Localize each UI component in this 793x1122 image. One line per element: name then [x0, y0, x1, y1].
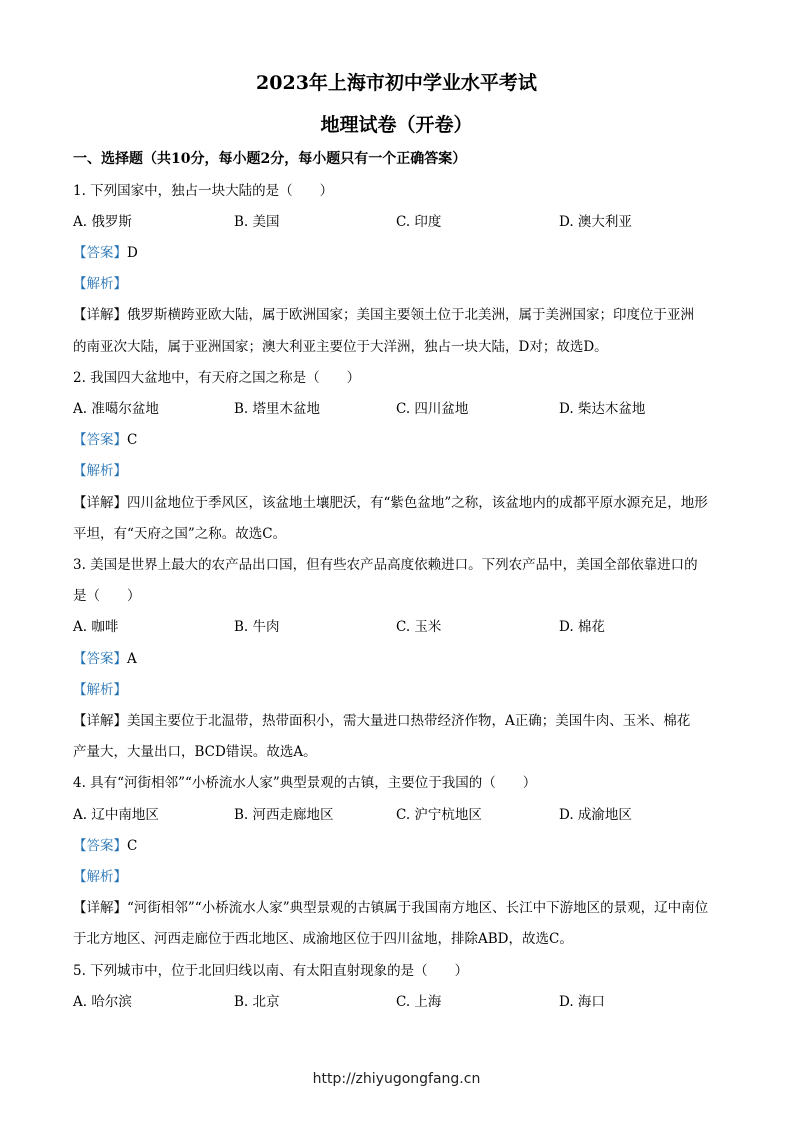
question-4-detail-line-2: 于北方地区、河西走廊位于西北地区、成渝地区位于四川盆地，排除ABD，故选C。: [73, 931, 573, 947]
question-4-option-a: A. 辽中南地区: [73, 807, 159, 823]
detail-tag: 【详解】: [73, 495, 127, 511]
footer-url: http://zhiyugongfang.cn: [312, 1071, 481, 1087]
page-title: 2023年上海市初中学业水平考试: [256, 72, 537, 94]
question-1-detail-line-2: 的南亚次大陆，属于亚洲国家；澳大利亚主要位于大洋洲，独占一块大陆，D对；故选D。: [73, 339, 608, 355]
question-1-option-d: D. 澳大利亚: [559, 214, 632, 230]
question-4-option-b: B. 河西走廊地区: [234, 807, 334, 823]
answer-value: C: [127, 838, 138, 854]
answer-value: A: [127, 651, 137, 667]
question-3-stem-line-1: 3. 美国是世界上最大的农产品出口国，但有些农产品高度依赖进口。下列农产品中，美国全部依靠进口的: [73, 557, 698, 573]
question-4-option-d: D. 成渝地区: [559, 807, 632, 823]
question-4-detail-line-1: [73, 898, 723, 918]
question-3-option-b: B. 牛肉: [234, 619, 280, 635]
question-4-option-c: C. 沪宁杭地区: [396, 807, 482, 823]
answer-tag: 【答案】: [73, 651, 127, 667]
question-5-option-d: D. 海口: [559, 994, 605, 1010]
question-3-stem-line-2: 是（ ）: [73, 588, 141, 604]
question-5-stem: 5. 下列城市中，位于北回归线以南、有太阳直射现象的是（ ）: [73, 963, 469, 979]
answer-value: D: [127, 245, 138, 261]
page-subtitle: 地理试卷（开卷）: [320, 114, 473, 136]
answer-value: C: [127, 432, 138, 448]
question-2-detail-line-1: [73, 493, 723, 513]
detail-text: 四川盆地位于季风区，该盆地土壤肥沃，有“紫色盆地”之称，该盆地内的成都平原水源充足，地形: [127, 495, 708, 511]
detail-text: 美国主要位于北温带，热带面积小，需大量进口热带经济作物，A正确；美国牛肉、玉米、棉花: [127, 713, 691, 729]
question-3-detail-line-2: 产量大，大量出口，BCD错误。故选A。: [73, 744, 317, 760]
question-4-stem: 4. 具有“河街相邻”“小桥流水人家”典型景观的古镇，主要位于我国的（ ）: [73, 775, 537, 791]
question-1-option-c: C. 印度: [396, 214, 442, 230]
question-2-analysis-tag: 【解析】: [73, 463, 127, 479]
question-3-option-c: C. 玉米: [396, 619, 442, 635]
question-4-answer: [73, 836, 723, 856]
question-1-stem: 1. 下列国家中，独占一块大陆的是（ ）: [73, 183, 334, 199]
question-3-detail-line-1: [73, 711, 723, 731]
question-3-answer: [73, 649, 723, 669]
detail-text: 俄罗斯横跨亚欧大陆，属于欧洲国家；美国主要领土位于北美洲，属于美洲国家；印度位于亚洲: [127, 307, 694, 323]
answer-tag: 【答案】: [73, 838, 127, 854]
question-5-option-c: C. 上海: [396, 994, 442, 1010]
question-1-option-a: A. 俄罗斯: [73, 214, 132, 230]
question-2-detail-line-2: 平坦，有“天府之国”之称。故选C。: [73, 526, 287, 542]
detail-tag: 【详解】: [73, 713, 127, 729]
question-1-answer: [73, 243, 723, 263]
question-2-option-c: C. 四川盆地: [396, 401, 469, 417]
question-3-option-d: D. 棉花: [559, 619, 605, 635]
question-2-option-b: B. 塔里木盆地: [234, 401, 321, 417]
question-3-option-a: A. 咖啡: [73, 619, 119, 635]
question-1-analysis-tag: 【解析】: [73, 276, 127, 292]
answer-tag: 【答案】: [73, 432, 127, 448]
question-2-answer: [73, 430, 723, 450]
question-5-option-a: A. 哈尔滨: [73, 994, 132, 1010]
question-2-stem: 2. 我国四大盆地中，有天府之国之称是（ ）: [73, 370, 361, 386]
question-5-option-b: B. 北京: [234, 994, 280, 1010]
detail-text: “河街相邻”“小桥流水人家”典型景观的古镇属于我国南方地区、长江中下游地区的景观，辽中南位: [127, 900, 709, 916]
detail-tag: 【详解】: [73, 307, 127, 323]
section-heading: 一、选择题（共10分，每小题2分，每小题只有一个正确答案）: [73, 151, 467, 167]
detail-tag: 【详解】: [73, 900, 127, 916]
question-3-analysis-tag: 【解析】: [73, 682, 127, 698]
question-4-analysis-tag: 【解析】: [73, 869, 127, 885]
answer-tag: 【答案】: [73, 245, 127, 261]
question-2-option-a: A. 准噶尔盆地: [73, 401, 159, 417]
question-2-option-d: D. 柴达木盆地: [559, 401, 646, 417]
question-1-detail-line-1: [73, 305, 723, 325]
question-1-option-b: B. 美国: [234, 214, 280, 230]
